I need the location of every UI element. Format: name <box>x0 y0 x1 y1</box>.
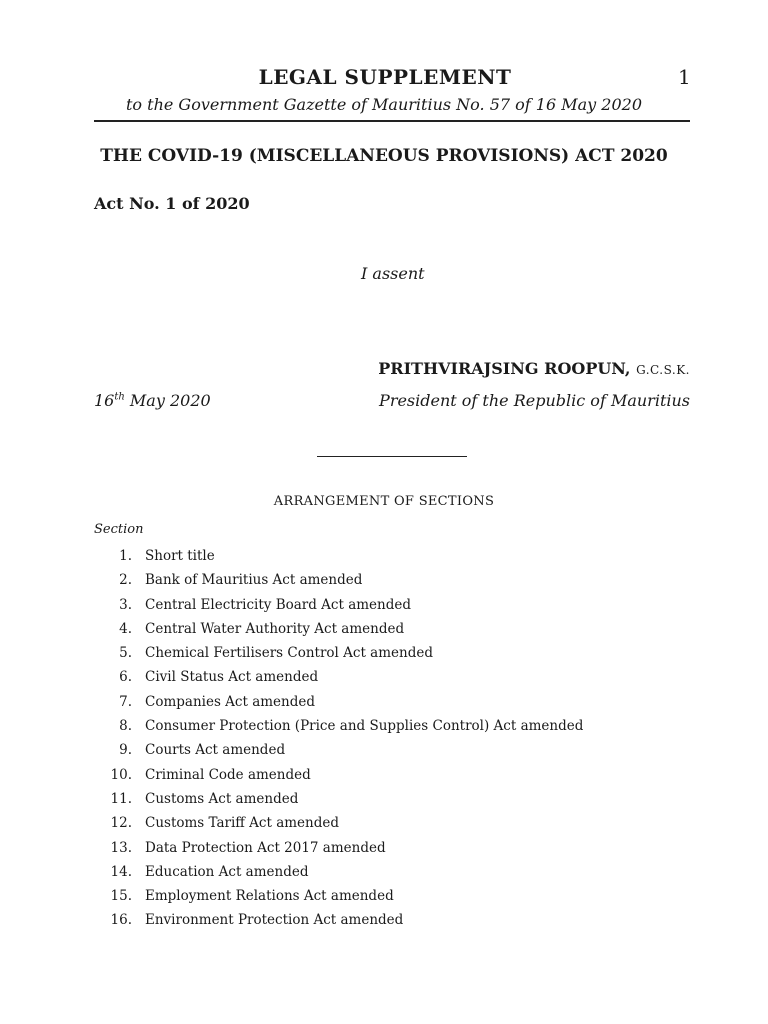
date-day: 16 <box>94 391 115 410</box>
section-title: Data Protection Act 2017 amended <box>145 839 386 856</box>
assent-date <box>94 391 211 410</box>
section-title: Bank of Mauritius Act amended <box>145 572 363 589</box>
supplement-title: LEGAL SUPPLEMENT <box>258 65 512 89</box>
president-signature-block <box>378 359 690 378</box>
section-title: Customs Tariff Act amended <box>145 815 340 832</box>
header-divider <box>94 120 690 122</box>
section-title: Short title <box>145 548 215 564</box>
section-title: Chemical Fertilisers Control Act amended <box>145 645 433 662</box>
section-title: Central Electricity Board Act amended <box>145 596 412 613</box>
section-number: 7. <box>119 693 132 710</box>
act-number: Act No. 1 of 2020 <box>94 194 250 213</box>
section-item <box>94 888 394 912</box>
section-number: 8. <box>119 718 132 735</box>
section-item <box>94 815 340 839</box>
sections-list <box>94 548 584 937</box>
date-suffix: th <box>114 391 125 403</box>
section-item <box>94 548 215 572</box>
section-title: Companies Act amended <box>145 693 316 710</box>
section-item <box>94 645 433 669</box>
section-number: 10. <box>110 766 132 783</box>
section-title: Employment Relations Act amended <box>145 888 394 905</box>
section-number: 3. <box>119 596 132 613</box>
assent-text: I assent <box>361 264 425 283</box>
section-item <box>94 912 404 936</box>
section-item <box>94 863 309 888</box>
page-number: 1 <box>678 65 691 89</box>
gazette-subtitle: to the Government Gazette of Mauritius No. 57 of 16 May 2020 <box>125 95 642 114</box>
section-number: 6. <box>119 669 132 686</box>
section-number: 2. <box>119 572 132 589</box>
section-title: Education Act amended <box>145 863 309 880</box>
section-title: Environment Protection Act amended <box>145 912 404 929</box>
section-item <box>94 718 584 742</box>
section-number: 12. <box>110 815 132 832</box>
president-name: PRITHVIRAJSING ROOPUN, <box>378 359 631 378</box>
section-column-label: Section <box>94 522 144 537</box>
section-title: Consumer Protection (Price and Supplies Control) Act amended <box>145 718 584 735</box>
section-item <box>94 669 319 693</box>
president-title: President of the Republic of Mauritius <box>379 391 690 410</box>
section-title: Courts Act amended <box>145 742 286 759</box>
section-item <box>94 790 299 815</box>
president-postnominal: G.C.S.K. <box>636 363 690 377</box>
section-number: 15. <box>110 888 132 905</box>
section-number: 14. <box>110 863 132 880</box>
section-title: Central Water Authority Act amended <box>145 620 405 637</box>
arrangement-heading: ARRANGEMENT OF SECTIONS <box>273 494 495 509</box>
section-item <box>94 766 311 791</box>
section-number: 13. <box>110 839 132 856</box>
section-number: 16. <box>110 912 132 929</box>
section-item <box>94 693 316 718</box>
section-number: 9. <box>119 742 132 759</box>
section-item <box>94 596 412 621</box>
section-item <box>94 620 405 645</box>
section-title: Customs Act amended <box>145 790 299 807</box>
section-title: Civil Status Act amended <box>145 669 319 686</box>
section-number: 5. <box>119 645 132 662</box>
section-item <box>94 742 286 766</box>
section-item <box>94 839 386 864</box>
act-title: THE COVID-19 (MISCELLANEOUS PROVISIONS) ACT 2020 <box>100 146 668 166</box>
section-number: 11. <box>110 790 132 807</box>
date-month-year: May 2020 <box>124 391 211 410</box>
section-item <box>94 572 363 596</box>
signature-divider <box>317 456 467 457</box>
section-number: 1. <box>119 548 132 564</box>
section-number: 4. <box>119 620 132 637</box>
section-title: Criminal Code amended <box>145 766 311 783</box>
